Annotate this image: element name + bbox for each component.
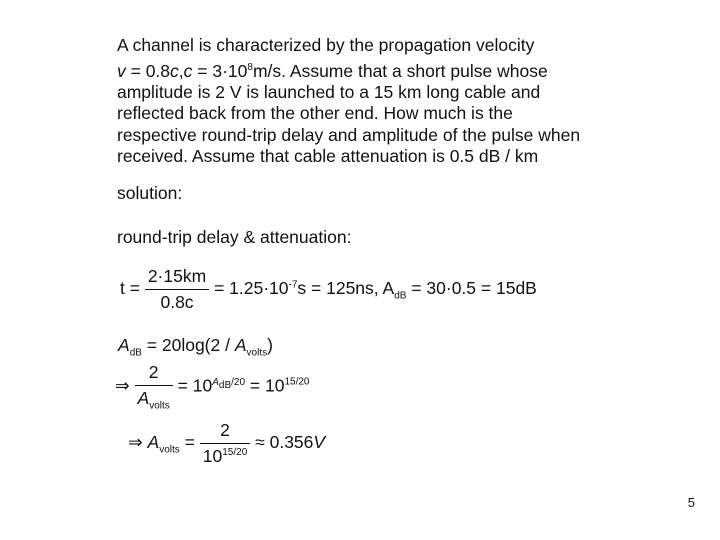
eq3-denominator [135, 388, 173, 412]
eq4-fraction-bar [200, 443, 251, 444]
page-number: 5 [687, 495, 695, 510]
equation-ratio [115, 362, 310, 412]
problem-line-2-tail: m/s. Assume that a short pulse whose [252, 60, 548, 81]
eq3-exp1-a: A [212, 376, 219, 388]
separator: , [178, 60, 184, 81]
problem-line-2 [117, 57, 707, 82]
equation-attenuation-def [118, 335, 273, 359]
velocity-value: = 0.8 [125, 60, 171, 81]
eq4-numerator: 2 [220, 420, 230, 440]
eq4-implies: ⇒ [128, 432, 143, 453]
eq2-rest: = 20log(2 / [141, 335, 235, 355]
eq1-lhs: t = [120, 278, 140, 299]
eq1-mid2: s = 125ns, A [297, 278, 395, 299]
eq3-numerator: 2 [148, 362, 159, 382]
eq2-a2: A [234, 335, 247, 355]
eq1-fraction [145, 266, 209, 313]
speed-of-light-value: = 3·10 [192, 60, 248, 81]
eq4-fraction [200, 420, 251, 467]
eq2-a: A [118, 335, 130, 355]
eq3-exp1-tail: /20 [231, 376, 246, 388]
problem-line-6: received. Assume that cable attenuation is 0.5 dB / km [117, 146, 539, 167]
c-symbol-2: c [183, 60, 193, 81]
eq3-eq: = 10 [177, 375, 213, 396]
problem-statement [117, 35, 707, 168]
eq1-mid: = 1.25·10 [214, 278, 289, 299]
eq3-den-sub: volts [149, 400, 170, 412]
eq3-exp1 [212, 376, 246, 391]
eq3-fraction [135, 362, 173, 412]
eq1-exponent: -7 [288, 279, 298, 291]
equation-delay [120, 266, 537, 313]
problem-line-3: amplitude is 2 V is launched to a 15 km long cable and [117, 81, 541, 102]
eq1-numerator: 2·15km [147, 266, 207, 286]
eq3-fraction-bar [135, 385, 173, 386]
eq3-exp2: 15/20 [284, 376, 310, 388]
eq2-close: ) [267, 335, 273, 355]
eq4-den-exp: 15/20 [222, 447, 248, 459]
eq4-a: A [147, 432, 160, 453]
solution-label: solution: [117, 183, 183, 203]
equation-result [128, 420, 325, 467]
eq2-sub: dB [129, 347, 142, 359]
problem-line-4: reflected back from the other end. How much is the [117, 103, 513, 124]
eq1-subscript: dB [394, 290, 407, 302]
eq4-den-base: 10 [202, 446, 223, 466]
eq1-rhs: = 30·0.5 = 15dB [411, 278, 537, 299]
c-symbol: c [170, 60, 179, 81]
eq4-sub: volts [159, 444, 180, 456]
eq4-denominator [200, 446, 251, 467]
eq3-implies: ⇒ [115, 375, 130, 396]
subheading: round-trip delay & attenuation: [117, 227, 352, 247]
eq4-unit: V [313, 432, 326, 453]
eq3-den-a: A [137, 388, 150, 408]
eq4-eq: = [179, 432, 195, 453]
speed-exponent: 8 [247, 61, 253, 73]
eq2-sub2: volts [246, 347, 268, 359]
problem-line-5: respective round-trip delay and amplitude of the pulse when [117, 124, 581, 145]
eq3-exp1-sub: dB [218, 379, 232, 391]
problem-line-1: A channel is characterized by the propagation velocity [117, 35, 535, 55]
eq3-eq2: = 10 [245, 375, 285, 396]
eq1-fraction-bar [145, 289, 209, 290]
eq1-denominator: 0.8c [160, 292, 194, 312]
velocity-symbol: v [117, 60, 126, 81]
eq4-result: ≈ 0.356 [255, 432, 314, 453]
